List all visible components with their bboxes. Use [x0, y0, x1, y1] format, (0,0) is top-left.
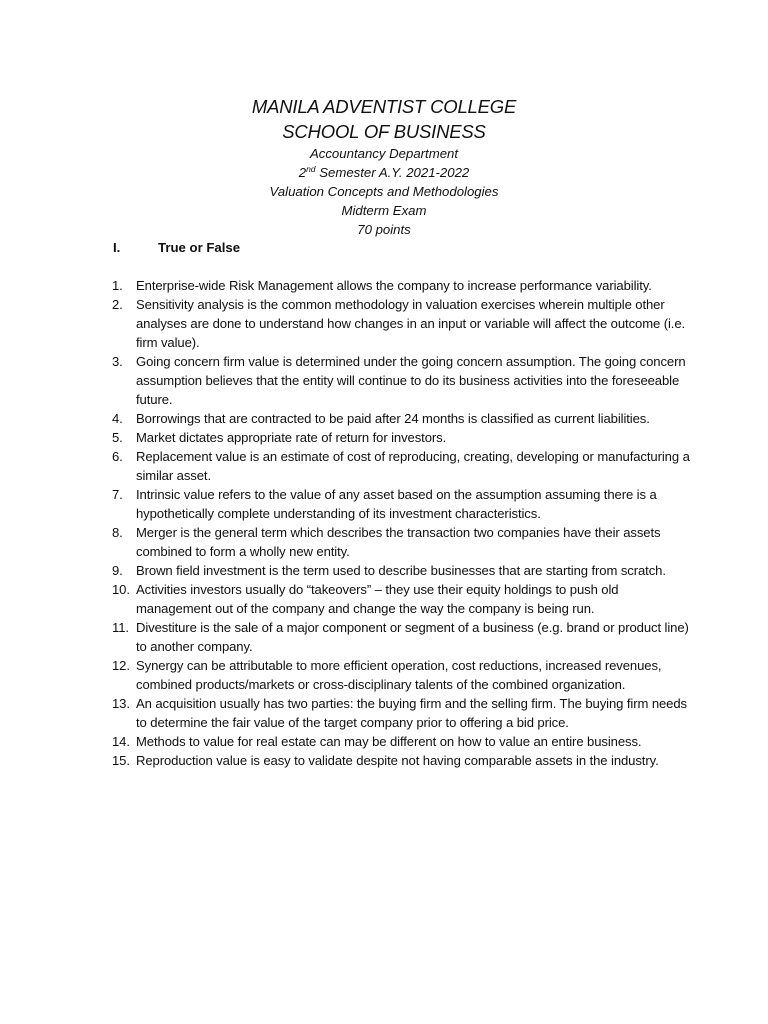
question-text: Brown field investment is the term used to describe businesses that are starting from scratch.: [136, 563, 666, 578]
section-numeral: I.: [113, 240, 121, 255]
question-item: [112, 656, 692, 694]
question-list: [112, 276, 692, 770]
question-item: [112, 751, 692, 770]
question-number: 6.: [112, 449, 123, 464]
question-text: Reproduction value is easy to validate despite not having comparable assets in the industry.: [136, 753, 659, 768]
total-points: 70 points: [357, 222, 411, 237]
question-number: 8.: [112, 525, 123, 540]
question-text: Methods to value for real estate can may be different on how to value an entire business.: [136, 734, 642, 749]
question-item: [112, 428, 692, 447]
question-text: Synergy can be attributable to more efficient operation, cost reductions, increased revenues, combined products/markets or cross-disciplinary talents of the combined organization.: [136, 658, 662, 692]
question-item: [112, 485, 692, 523]
question-number: 3.: [112, 354, 123, 369]
question-text: Intrinsic value refers to the value of any asset based on the assumption assuming there is a hypothetically complete understanding of its investment characteristics.: [136, 487, 657, 521]
semester-number: 2: [298, 165, 307, 180]
question-item: [112, 295, 692, 352]
department-name: Accountancy Department: [309, 146, 459, 161]
question-text: Sensitivity analysis is the common methodology in valuation exercises wherein multiple other analyses are done to understand how changes in an input or variable will affect the outcome (i.e. firm value).: [136, 297, 686, 350]
question-item: [112, 561, 692, 580]
question-item: [112, 523, 692, 561]
exam-title: Midterm Exam: [341, 203, 427, 218]
question-text: An acquisition usually has two parties: the buying firm and the selling firm. The buying firm needs to determine the fair value of the target company prior to offering a bid price.: [136, 696, 687, 730]
course-title: Valuation Concepts and Methodologies: [269, 184, 499, 199]
college-name: MANILA ADVENTIST COLLEGE: [251, 96, 517, 117]
school-name: SCHOOL OF BUSINESS: [282, 121, 486, 142]
question-number: 13.: [112, 696, 130, 711]
question-number: 7.: [112, 487, 123, 502]
question-item: [112, 694, 692, 732]
question-number: 15.: [112, 753, 130, 768]
question-item: [112, 352, 692, 409]
question-number: 9.: [112, 563, 123, 578]
question-number: 5.: [112, 430, 123, 445]
semester-ordinal-suffix: nd: [306, 164, 316, 174]
question-item: [112, 409, 692, 428]
question-number: 4.: [112, 411, 123, 426]
semester-line: [0, 163, 768, 182]
question-text: Going concern firm value is determined under the going concern assumption. The going concern assumption believes that the entity will continue to do its business activities into the foreseeable future.: [136, 354, 686, 407]
question-number: 12.: [112, 658, 130, 673]
question-text: Merger is the general term which describes the transaction two companies have their assets combined to form a wholly new entity.: [136, 525, 661, 559]
question-item: [112, 447, 692, 485]
question-number: 14.: [112, 734, 130, 749]
question-text: Activities investors usually do “takeovers” – they use their equity holdings to push old management out of the company and change the way the company is being run.: [136, 582, 619, 616]
question-text: Replacement value is an estimate of cost of reproducing, creating, developing or manufacturing a similar asset.: [136, 449, 690, 483]
semester-text: Semester A.Y. 2021-2022: [315, 165, 470, 180]
question-item: [112, 276, 692, 295]
question-number: 11.: [112, 620, 129, 635]
section-title: True or False: [158, 240, 241, 255]
question-item: [112, 732, 692, 751]
question-item: [112, 580, 692, 618]
question-number: 10.: [112, 582, 130, 597]
question-text: Enterprise-wide Risk Management allows the company to increase performance variability.: [136, 278, 652, 293]
section-heading: [113, 238, 240, 258]
question-number: 1.: [112, 278, 123, 293]
question-item: [112, 618, 692, 656]
question-text: Divestiture is the sale of a major component or segment of a business (e.g. brand or product line) to another company.: [136, 620, 689, 654]
question-text: Market dictates appropriate rate of return for investors.: [136, 430, 447, 445]
question-number: 2.: [112, 297, 123, 312]
question-text: Borrowings that are contracted to be paid after 24 months is classified as current liabilities.: [136, 411, 650, 426]
